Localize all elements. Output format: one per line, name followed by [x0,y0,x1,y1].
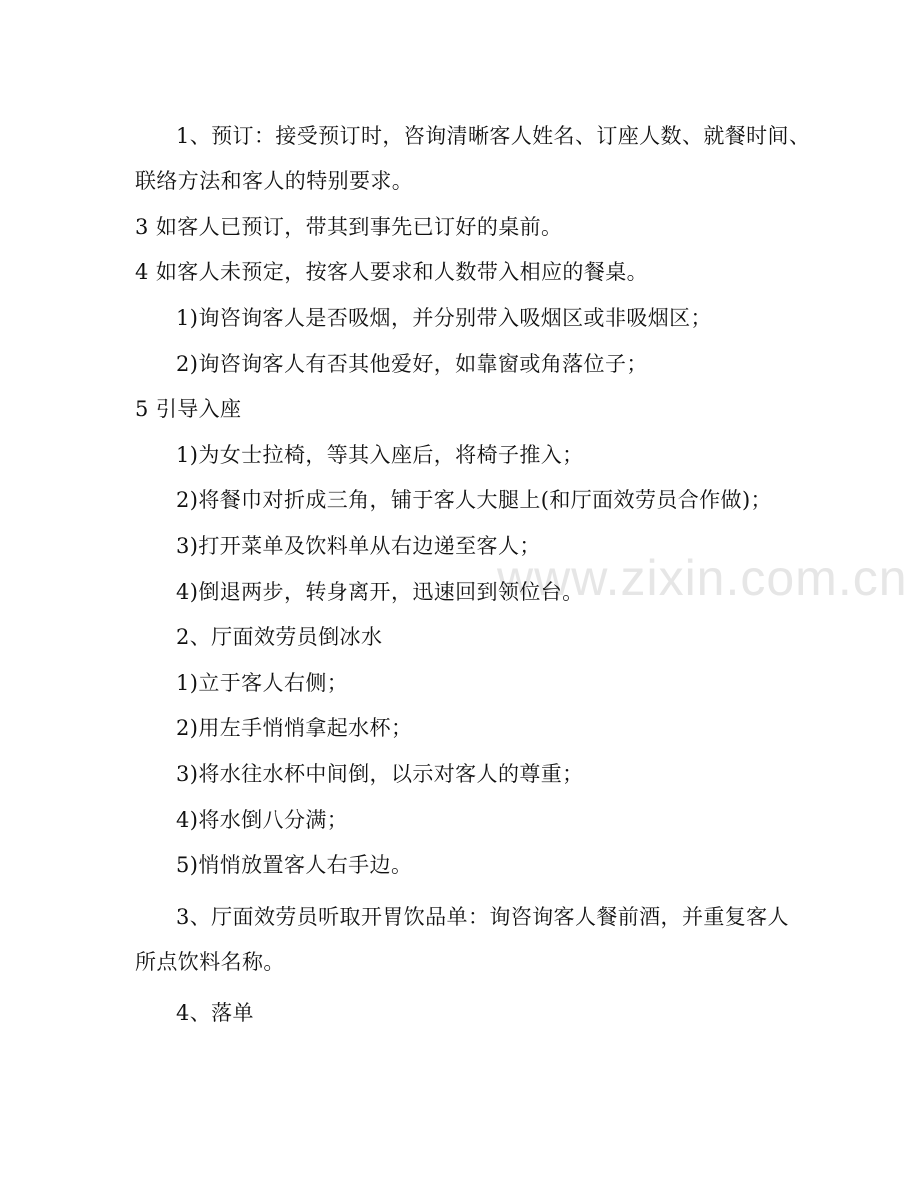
paragraph-line: 1)为女士拉椅，等其入座后，将椅子推入； [176,443,584,467]
paragraph-line: 所点饮料名称。 [135,950,285,974]
paragraph-line: 4 如客人未预定，按客人要求和人数带入相应的餐桌。 [135,260,649,284]
paragraph-line: 1)询咨询客人是否吸烟，并分别带入吸烟区或非吸烟区； [176,306,712,330]
paragraph-line: 4)倒退两步，转身离开，迅速回到领位台。 [176,580,584,604]
paragraph-line: 1)立于客人右侧； [176,671,349,695]
paragraph-line: 2)将餐巾对折成三角，铺于客人大腿上(和厅面效劳员合作做)； [176,488,772,512]
paragraph-line: 1、预订：接受预订时，咨询清晰客人姓名、订座人数、就餐时间、 [176,124,811,148]
paragraph-line: 3、厅面效劳员听取开胃饮品单：询咨询客人餐前酒，并重复客人 [176,905,789,929]
paragraph-line: 3)将水往水杯中间倒，以示对客人的尊重； [176,762,584,786]
watermark: www.zixin.com.cn [497,550,908,606]
paragraph-line: 5 引导入座 [135,397,242,421]
paragraph-line: 4、落单 [176,1001,254,1025]
paragraph-line: 3 如客人已预订，带其到事先已订好的桌前。 [135,215,563,239]
paragraph-line: 3)打开菜单及饮料单从右边递至客人； [176,534,541,558]
paragraph-line: 5)悄悄放置客人右手边。 [176,853,413,877]
paragraph-line: 2)用左手悄悄拿起水杯； [176,716,413,740]
paragraph-line: 2)询咨询客人有否其他爱好，如靠窗或角落位子； [176,352,648,376]
paragraph-line: 联络方法和客人的特别要求。 [135,169,414,193]
paragraph-line: 4)将水倒八分满； [176,808,349,832]
paragraph-line: 2、厅面效劳员倒冰水 [176,625,383,649]
